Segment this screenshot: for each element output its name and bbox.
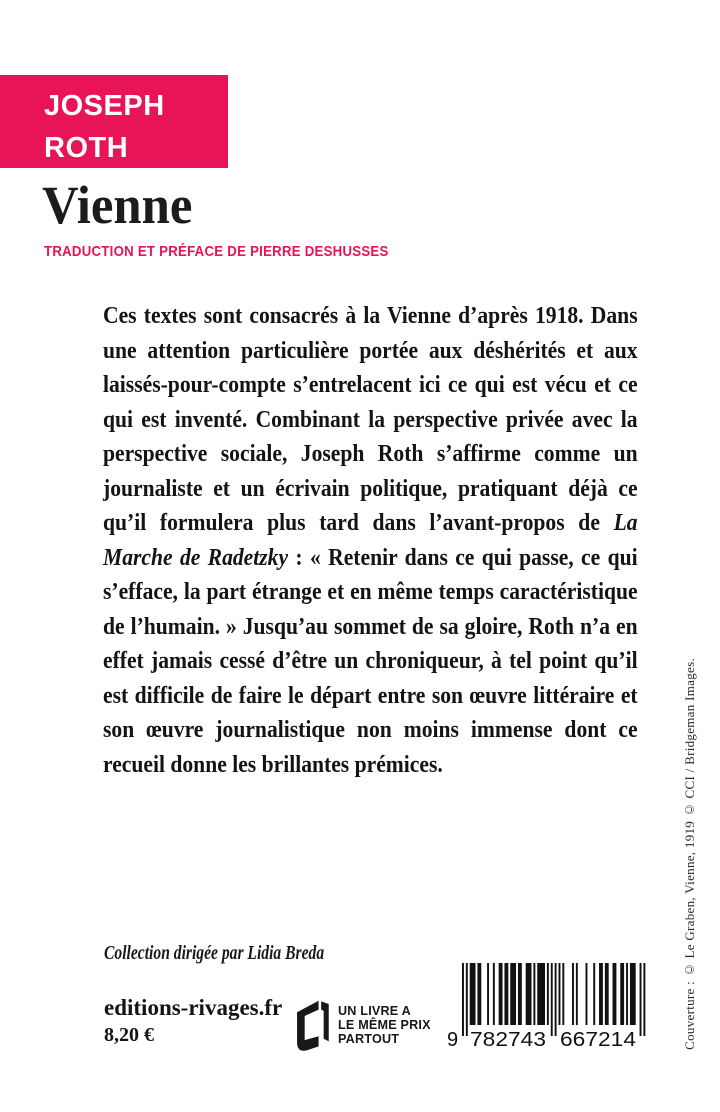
author-name (0, 75, 228, 169)
barcode (446, 963, 646, 1047)
price: 8,20 € (104, 1024, 154, 1046)
blurb-cited-title: La Marche de Radetzky (103, 510, 638, 571)
author-banner (0, 75, 228, 168)
logo-text-line1: UN LIVRE A (338, 1003, 411, 1018)
logo-text-line2: LE MÊME PRIX (338, 1017, 431, 1032)
author-last-name: ROTH (44, 132, 129, 164)
barcode-digits-left: 782743 (470, 1029, 546, 1047)
blurb-text-lead: Ces textes sont consacrés à la Vienne d’après 1918. Dans une attention particulière portée aux déshérités et aux laissés-pour-compte s’entrelacent ici ce qui est vécu et ce qui est inventé. Combinant la perspective privée avec la perspective sociale, Joseph Roth s’affirme comme un journaliste et un écrivain politique, pratiquant déjà ce qu’il formulera plus tard dans l’avant-propos de (103, 303, 638, 536)
barcode-digit-lead: 9 (447, 1029, 459, 1047)
barcode-digits-right: 667214 (560, 1029, 636, 1047)
publisher-website: editions-rivages.fr (104, 995, 283, 1020)
collection-note: Collection dirigée par Lidia Breda (104, 942, 325, 964)
back-cover-blurb (103, 299, 638, 782)
fixed-price-logo-text (338, 997, 431, 1054)
book-title: Vienne (42, 175, 193, 235)
barcode-bars (462, 963, 645, 1036)
fixed-price-logo (292, 997, 434, 1054)
blurb-text-tail: : « Retenir dans ce qui passe, ce qui s’efface, la part étrange et en même temps caractéristique de l’humain. » Jusqu’au sommet de sa gloire, Roth n’a en effet jamais cessé d’être un chroniqueur, à tel point qu’il est difficile de faire le départ entre son œuvre littéraire et son œuvre journalistique non moins immense dont ce recueil donne les brillantes prémices. (103, 544, 638, 778)
translation-credit: TRADUCTION ET PRÉFACE DE PIERRE DESHUSSES (44, 243, 389, 260)
cover-photo-credit: Couverture : © Le Graben, Vienne, 1919 © CCI / Bridgeman Images. (682, 658, 697, 1050)
author-first-name: JOSEPH (44, 90, 165, 122)
logo-text-line3: PARTOUT (338, 1031, 400, 1046)
open-book-icon (292, 997, 330, 1054)
